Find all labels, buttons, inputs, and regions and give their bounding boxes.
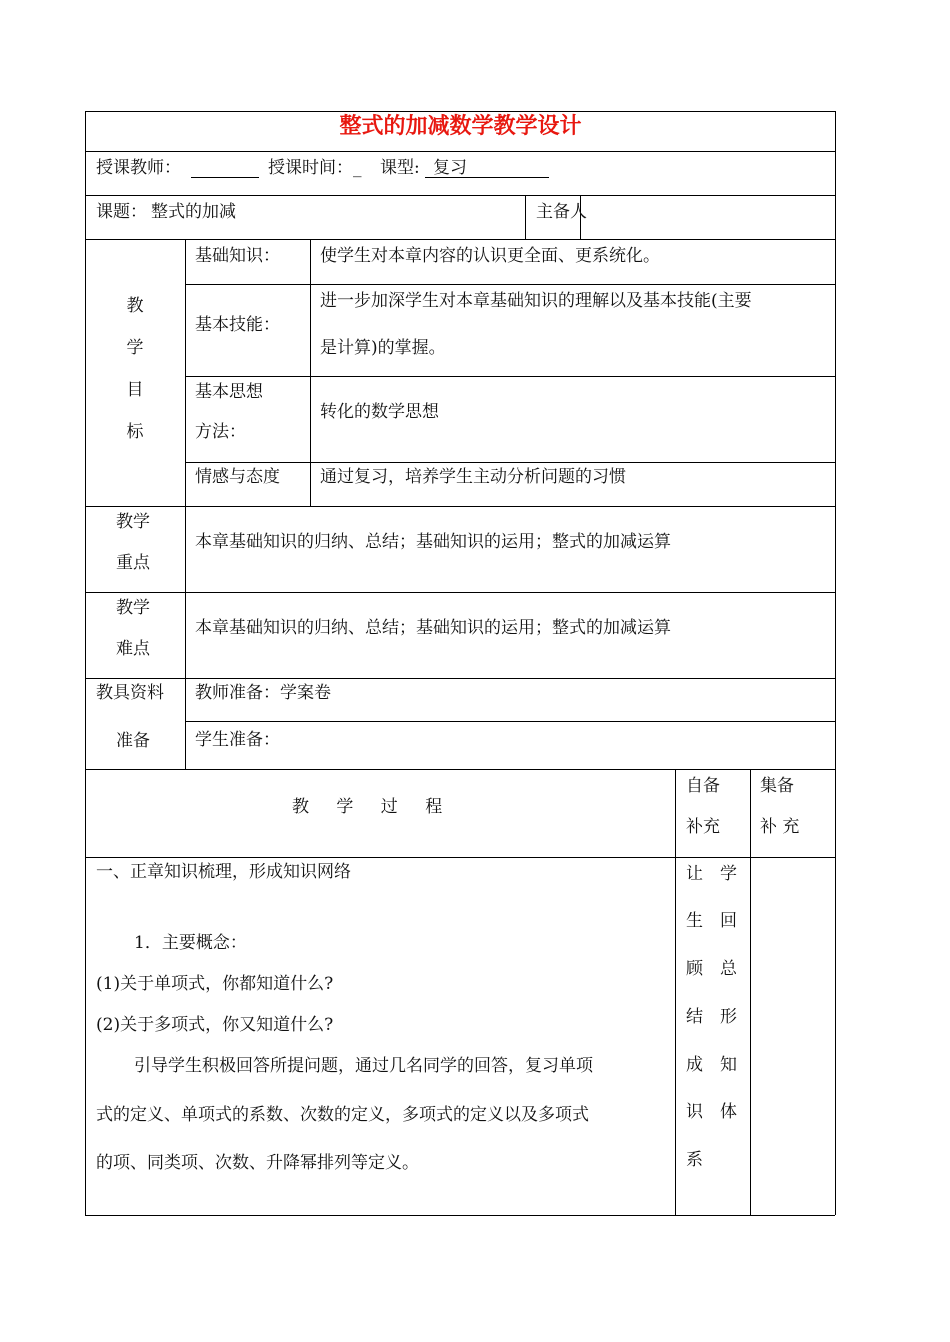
question-2: (2)关于多项式，你又知道什么? <box>96 1015 334 1035</box>
group-prep-column-divider <box>750 769 751 1215</box>
type-underline <box>425 177 549 178</box>
keypoints-bottom-divider <box>85 592 835 593</box>
paragraph-line: 的项、同类项、次数、升降幂排列等定义。 <box>96 1153 419 1173</box>
basic-knowledge-label: 基础知识： <box>195 246 280 266</box>
table-border-bottom <box>85 1215 835 1216</box>
attitude-label: 情感与态度 <box>195 467 280 487</box>
item-title: 1．主要概念： <box>134 933 247 953</box>
title-row-divider <box>85 151 835 152</box>
key-points-label-line: 教学 <box>116 512 150 532</box>
preparer-label: 主备人 <box>536 202 587 222</box>
objective-row-divider-2 <box>185 376 835 377</box>
paragraph-line: 引导学生积极回答所提问题，通过几名同学的回答，复习单项 <box>134 1056 593 1076</box>
side-note-line: 生 回 <box>686 911 737 931</box>
side-note-line: 系 <box>686 1150 703 1170</box>
table-border-top <box>85 111 835 112</box>
materials-inner-divider <box>185 721 835 722</box>
type-value: 复习 <box>433 158 467 178</box>
thinking-method-label-line: 基本思想 <box>195 382 263 402</box>
teacher-prep: 教师准备：学案卷 <box>195 683 331 703</box>
objectives-label-char: 学 <box>126 338 144 358</box>
topic-row-divider <box>85 239 835 240</box>
topic-preparer-divider-1 <box>525 195 526 239</box>
materials-label-line: 准备 <box>116 731 150 751</box>
group-prep-header-line: 集备 <box>760 776 794 796</box>
basic-skills-content-line: 进一步加深学生对本章基础知识的理解以及基本技能(主要 <box>320 291 752 311</box>
topic-label: 课题： <box>96 202 147 222</box>
side-note-line: 识 体 <box>686 1102 737 1122</box>
key-points-label-line: 重点 <box>116 553 150 573</box>
objective-row-divider-1 <box>185 284 835 285</box>
topic-value: 整式的加减 <box>151 202 236 222</box>
side-note-line: 结 形 <box>686 1007 737 1027</box>
basic-skills-content-line: 是计算)的掌握。 <box>320 338 446 358</box>
side-note-line: 让 学 <box>686 864 737 884</box>
objectives-label <box>120 285 150 453</box>
attitude-content: 通过复习，培养学生主动分析问题的习惯 <box>320 467 626 487</box>
document-title: 整式的加减数学教学设计 <box>339 114 582 139</box>
objectives-label-char: 标 <box>126 422 144 442</box>
difficulties-label-line: 难点 <box>116 639 150 659</box>
student-prep: 学生准备： <box>195 730 280 750</box>
difficulties-bottom-divider <box>85 678 835 679</box>
section-title: 一、正章知识梳理，形成知识网络 <box>96 862 351 882</box>
materials-label-line: 教具资料 <box>96 683 164 703</box>
paragraph-line: 式的定义、单项式的系数、次数的定义，多项式的定义以及多项式 <box>96 1105 589 1125</box>
self-prep-header-line: 补充 <box>686 817 720 837</box>
table-border-right <box>835 111 836 1215</box>
difficulties-label-line: 教学 <box>116 598 150 618</box>
type-label: 课型: <box>380 158 420 178</box>
materials-bottom-divider <box>85 769 835 770</box>
self-prep-header-line: 自备 <box>686 776 720 796</box>
label-column-divider <box>185 239 186 769</box>
teacher-blank <box>191 177 259 178</box>
table-border-left <box>85 111 86 1215</box>
process-header-divider <box>85 857 835 858</box>
side-note-line: 顾 总 <box>686 959 737 979</box>
difficulties-content: 本章基础知识的归纳、总结；基础知识的运用；整式的加减运算 <box>195 618 671 638</box>
group-prep-header-line: 补 充 <box>760 817 800 837</box>
objectives-label-char: 目 <box>126 380 144 400</box>
question-1: (1)关于单项式，你都知道什么? <box>96 974 334 994</box>
side-note-line: 成 知 <box>686 1055 737 1075</box>
objective-label-divider <box>310 239 311 506</box>
thinking-method-content: 转化的数学思想 <box>320 402 439 422</box>
objective-row-divider-3 <box>185 462 835 463</box>
basic-skills-label: 基本技能： <box>195 315 280 335</box>
self-prep-column-divider <box>675 769 676 1215</box>
objectives-label-char: 教 <box>126 296 144 316</box>
time-label: 授课时间：_ <box>268 158 362 178</box>
objectives-bottom-divider <box>85 506 835 507</box>
teacher-label: 授课教师： <box>96 158 181 178</box>
basic-knowledge-content: 使学生对本章内容的认识更全面、更系统化。 <box>320 246 660 266</box>
thinking-method-label-line: 方法： <box>195 422 246 442</box>
key-points-content: 本章基础知识的归纳、总结；基础知识的运用；整式的加减运算 <box>195 532 671 552</box>
header-row-divider <box>85 195 835 196</box>
process-header-label: 教 学 过 程 <box>292 797 443 817</box>
